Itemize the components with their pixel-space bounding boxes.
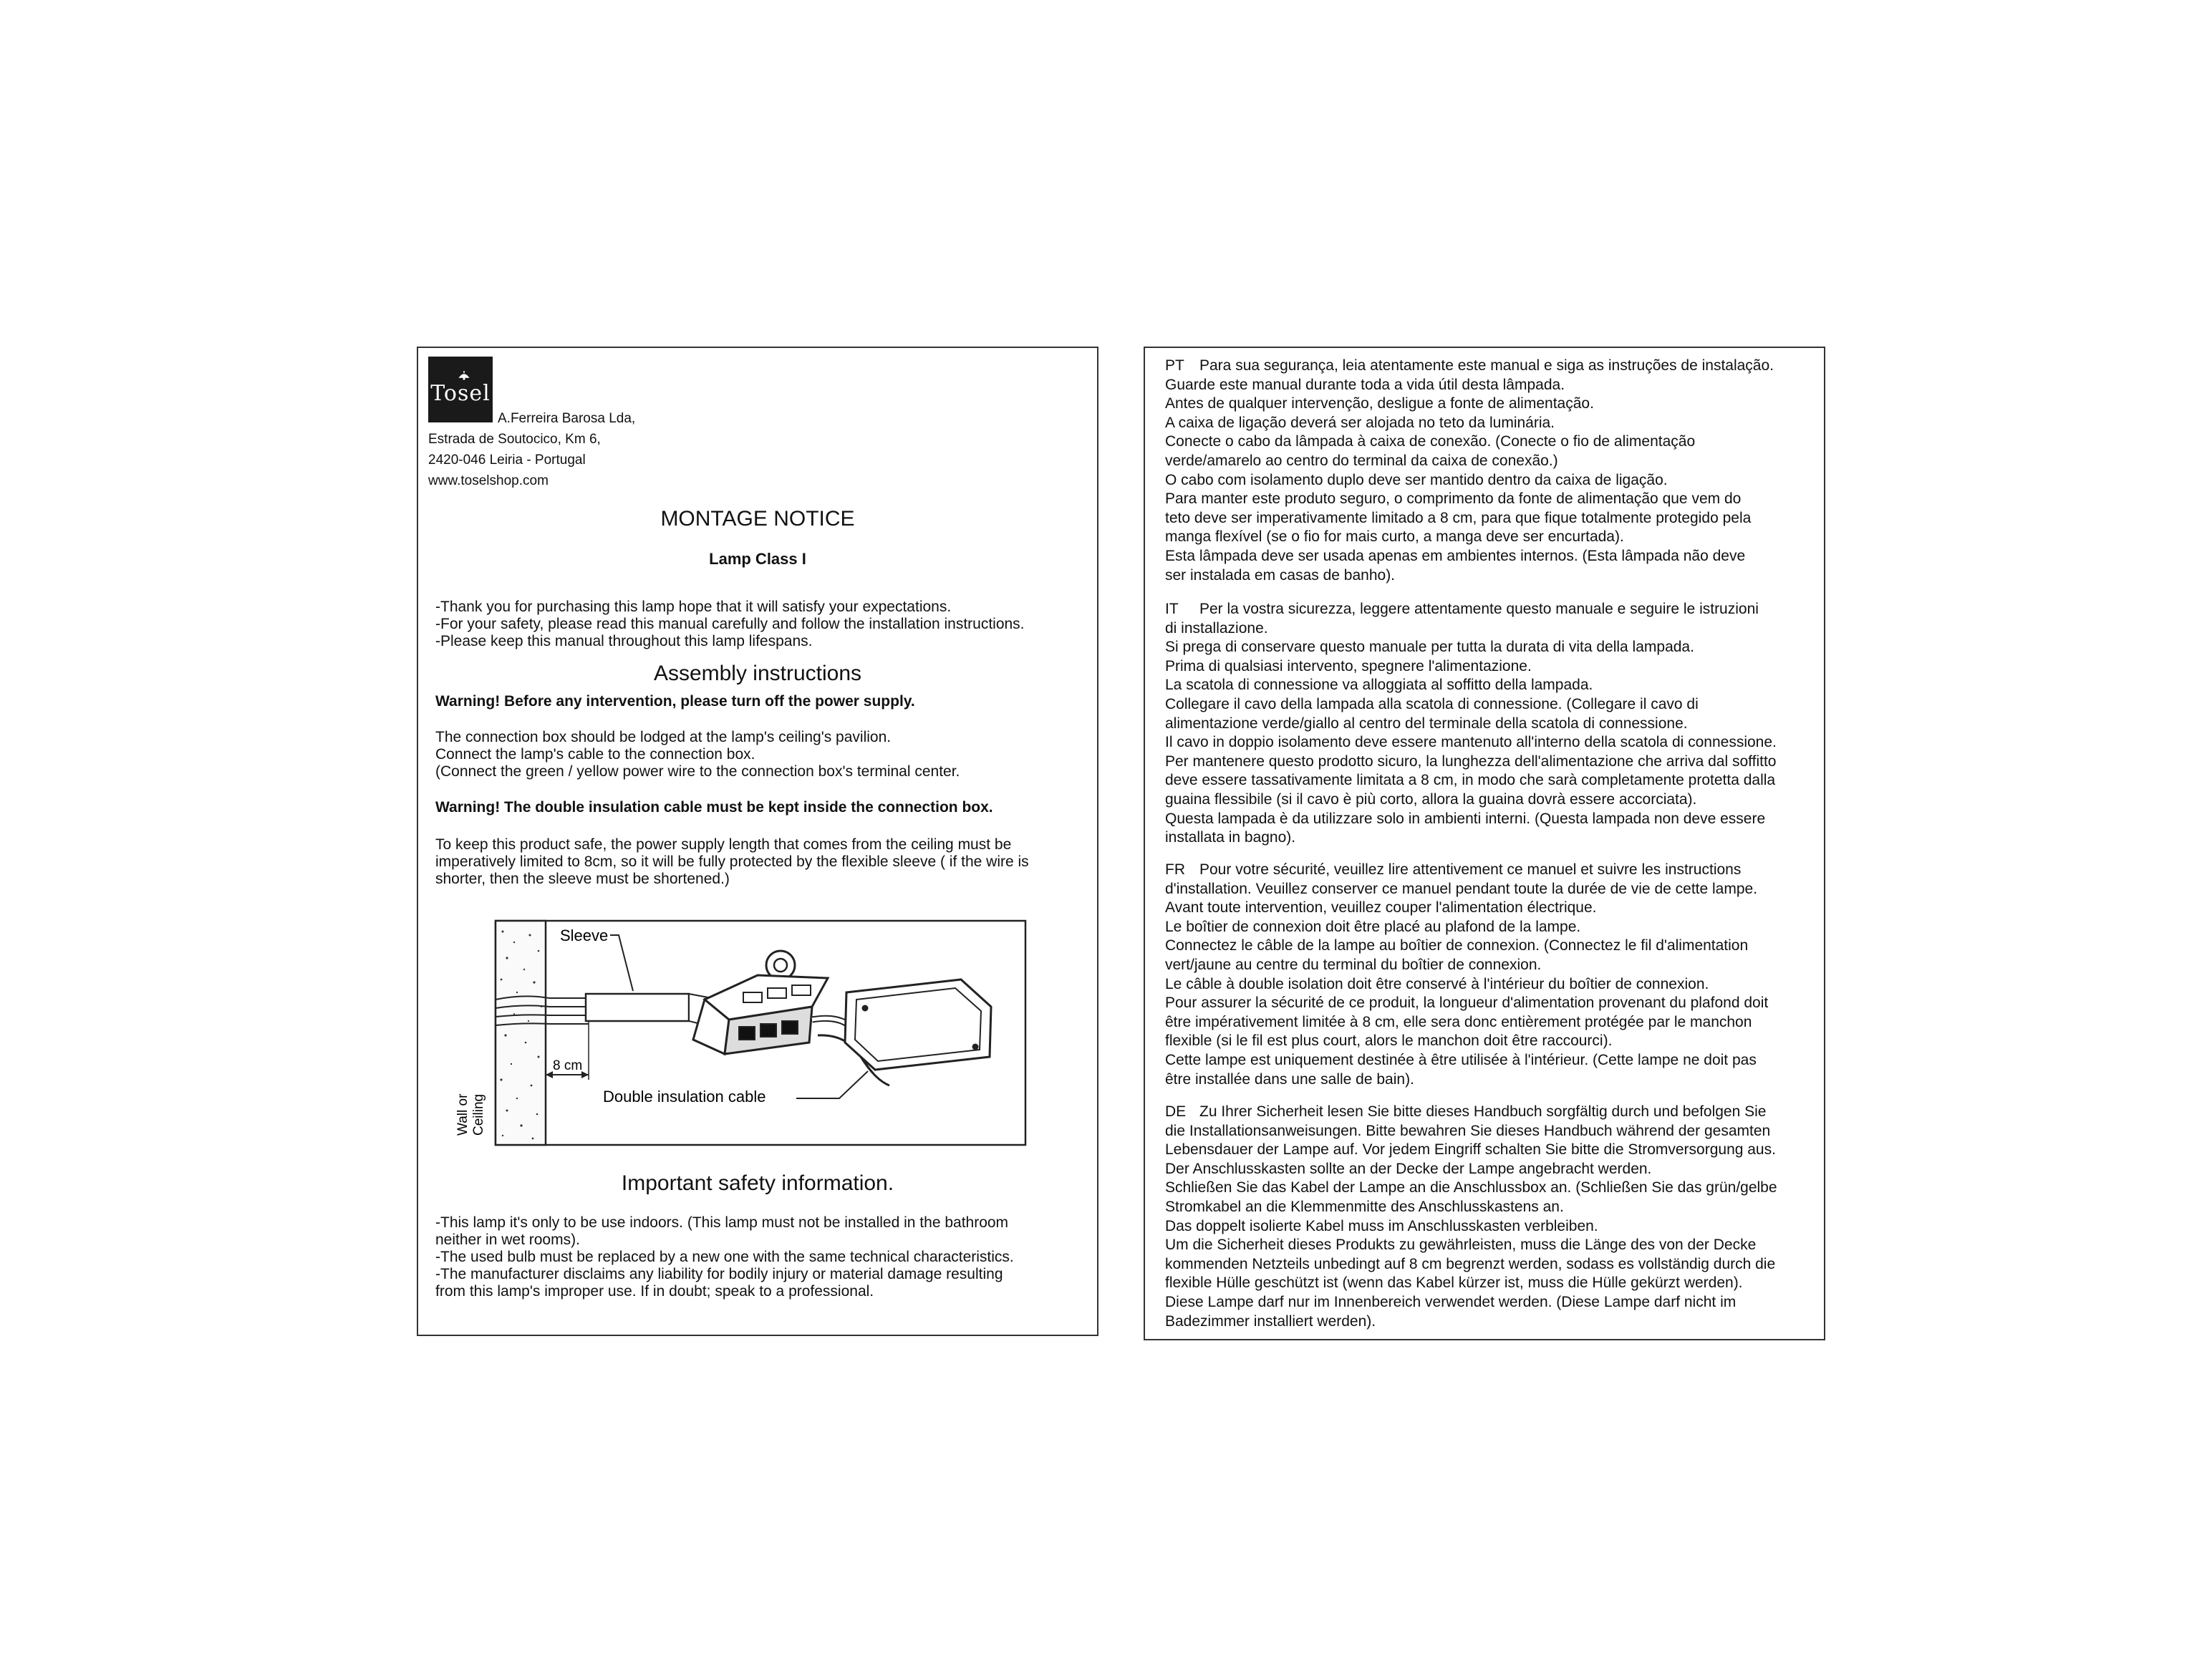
warning-power: Warning! Before any intervention, please turn off the power supply. [435, 693, 915, 710]
intro-line: -Thank you for purchasing this lamp hope that it will satisfy your expectations. [435, 599, 952, 615]
lang-line: Pour assurer la sécurité de ce produit, la longueur d'alimentation provenant du plafond doit [1165, 995, 1769, 1012]
lang-line: ser instalada em casas de banho). [1165, 566, 1396, 584]
measure-label: 8 cm [553, 1058, 583, 1073]
company-city: 2420-046 Leiria - Portugal [428, 453, 586, 468]
lang-line: Per la vostra sicurezza, leggere attentamente questo manuale e seguire le istruzioni [1199, 601, 1759, 617]
sleeve-leader [610, 935, 633, 991]
flexible-sleeve [586, 994, 712, 1027]
lamp-class: Lamp Class I [709, 550, 806, 568]
lang-line: Prima di qualsiasi intervento, spegnere l'alimentazione. [1165, 657, 1532, 674]
supply-line: imperatively limited to 8cm, so it will be fully protected by the flexible sleeve ( if the wire is [435, 853, 1029, 870]
wall-section [496, 921, 546, 1145]
cable-label: Double insulation cable [603, 1088, 766, 1106]
lang-line: vert/jaune au centre du terminal du boîtier de connexion. [1165, 956, 1542, 973]
lang-line: Questa lampada è da utilizzare solo in ambienti interni. (Questa lampada non deve essere [1165, 810, 1766, 827]
lamp-icon [458, 371, 470, 381]
safety-title: Important safety information. [621, 1171, 894, 1195]
lang-line: Conecte o cabo da lâmpada à caixa de conexão. (Conecte o fio de alimentação [1165, 433, 1696, 450]
lang-line: Das doppelt isolierte Kabel muss im Anschlusskasten verbleiben. [1165, 1217, 1598, 1234]
lang-line: La scatola di connessione va alloggiata al soffitto della lampada. [1165, 677, 1593, 694]
lang-line: teto deve ser imperativamente limitado a 8 cm, para que fique totalmente protegido pela [1165, 509, 1752, 526]
lang-line: Avant toute intervention, veuillez couper l'alimentation électrique. [1165, 899, 1597, 916]
measure-8cm [546, 1021, 589, 1080]
lang-line: kommenden Netzteils unbedingt auf 8 cm begrenzt werden, sodass es vollständig durch die [1165, 1255, 1776, 1272]
lang-line: Per mantenere questo prodotto sicuro, la lunghezza dell'alimentazione che arriva dal soffitto [1165, 753, 1777, 770]
wall-label-1: Wall or [455, 1093, 470, 1136]
montage-title: MONTAGE NOTICE [660, 507, 855, 531]
intro-line: -Please keep this manual throughout this lamp lifespans. [435, 633, 813, 649]
lang-block-pt [1165, 357, 1817, 585]
lang-code: PT [1165, 357, 1184, 374]
supply-line: shorter, then the sleeve must be shortened.) [435, 871, 730, 887]
cable-leader [796, 1071, 868, 1098]
assembly-steps [435, 729, 1080, 780]
intro-line: -For your safety, please read this manual carefully and follow the installation instructions. [435, 616, 1025, 632]
company-name: A.Ferreira Barosa Lda, [498, 411, 636, 426]
safety-line: -The manufacturer disclaims any liability for bodily injury or material damage resulting [435, 1266, 1003, 1282]
lang-line: Antes de qualquer intervenção, desligue a fonte de alimentação. [1165, 395, 1594, 412]
lang-code: FR [1165, 861, 1185, 878]
lang-line: manga flexível (se o fio for mais curto, a manga deve ser encurtada). [1165, 528, 1624, 546]
lang-line: guaina flessibile (si il cavo è più corto, allora la guaina dovrà essere accorciata). [1165, 790, 1697, 808]
lang-line: d'installation. Veuillez conserver ce manuel pendant toute la durée de vie de cette lampe. [1165, 880, 1758, 897]
company-website: www.toselshop.com [428, 473, 549, 488]
lang-line: Para manter este produto seguro, o comprimento da fonte de alimentação que vem do [1165, 490, 1742, 508]
supply-length-text [435, 836, 1080, 888]
lang-line: Zu Ihrer Sicherheit lesen Sie bitte dieses Handbuch sorgfältig durch und befolgen Sie [1199, 1103, 1767, 1120]
lang-line: Si prega di conservare questo manuale per tutta la durata di vita della lampada. [1165, 639, 1694, 656]
logo-text: Tosel [430, 381, 491, 406]
lang-line: di installazione. [1165, 619, 1268, 637]
lang-line: die Installationsanweisungen. Bitte bewahren Sie dieses Handbuch während der gesamten [1165, 1122, 1771, 1139]
lang-line: flexible (si le fil est plus court, alors le manchon doit être raccourci). [1165, 1032, 1613, 1050]
lang-line: installata in bagno). [1165, 829, 1296, 846]
lang-line: Cette lampe est uniquement destinée à être utilisée à l'intérieur. (Cette lampe ne doit pas [1165, 1051, 1757, 1068]
safety-line: -This lamp it's only to be use indoors. (This lamp must not be installed in the bathroom [435, 1214, 1009, 1231]
lang-line: alimentazione verde/giallo al centro del terminale della scatola di connessione. [1165, 715, 1688, 732]
lang-line: Il cavo in doppio isolamento deve essere mantenuto all'interno della scatola di connessione. [1165, 734, 1777, 751]
lang-line: être installée dans une salle de bain). [1165, 1070, 1414, 1088]
lang-block-de [1165, 1103, 1817, 1331]
safety-line: neither in wet rooms). [435, 1232, 580, 1248]
lang-line: Le boîtier de connexion doit être placé au plafond de la lampe. [1165, 918, 1581, 935]
assembly-title: Assembly instructions [653, 662, 862, 685]
lang-line: Badezimmer installiert werden). [1165, 1312, 1376, 1330]
lang-line: Guarde este manual durante toda a vida útil desta lâmpada. [1165, 376, 1565, 393]
lang-line: Pour votre sécurité, veuillez lire attentivement ce manuel et suivre les instructions [1199, 861, 1742, 878]
english-notice-panel [417, 347, 1098, 1336]
supply-line: To keep this product safe, the power supply length that comes from the ceiling must be [435, 836, 1012, 853]
company-address [428, 408, 635, 491]
intro-text [435, 599, 1080, 650]
safety-text [435, 1214, 1080, 1300]
wall-label-2: Ceiling [471, 1093, 486, 1136]
assembly-step: Connect the lamp's cable to the connection box. [435, 746, 755, 763]
safety-line: from this lamp's improper use. If in doubt; speak to a professional. [435, 1283, 874, 1300]
lang-line: Connectez le câble de la lampe au boîtier de connexion. (Connectez le fil d'alimentation [1165, 937, 1749, 954]
connection-terminal [693, 951, 828, 1054]
installation-diagram [445, 914, 1027, 1146]
translations-panel [1144, 347, 1825, 1340]
company-street: Estrada de Soutocico, Km 6, [428, 432, 601, 447]
connection-box [845, 980, 991, 1070]
lang-line: Collegare il cavo della lampada alla scatola di connessione. (Collegare il cavo di [1165, 695, 1699, 712]
lang-block-fr [1165, 861, 1817, 1089]
lang-line: verde/amarelo ao centro do terminal da caixa de conexão.) [1165, 452, 1558, 469]
lang-line: Der Anschlusskasten sollte an der Decke der Lampe angebracht werden. [1165, 1160, 1652, 1177]
assembly-step: (Connect the green / yellow power wire to the connection box's terminal center. [435, 763, 960, 780]
lang-line: être impérativement limitée à 8 cm, elle sera donc entièrement protégée par le manchon [1165, 1013, 1752, 1030]
lang-code: IT [1165, 601, 1179, 617]
lang-line: Stromkabel an die Klemmenmitte des Anschlusskastens an. [1165, 1198, 1564, 1215]
lang-line: Lebensdauer der Lampe auf. Vor jedem Eingriff schalten Sie bitte die Stromversorgung aus. [1165, 1141, 1776, 1159]
lang-line: Para sua segurança, leia atentamente este manual e siga as instruções de instalação. [1199, 357, 1774, 374]
lang-line: Esta lâmpada deve ser usada apenas em ambientes internos. (Esta lâmpada não deve [1165, 547, 1746, 564]
sleeve-label: Sleeve [560, 927, 609, 944]
lang-line: O cabo com isolamento duplo deve ser mantido dentro da caixa de ligação. [1165, 471, 1668, 488]
assembly-step: The connection box should be lodged at the lamp's ceiling's pavilion. [435, 729, 892, 745]
lang-line: Schließen Sie das Kabel der Lampe an die Anschlussbox an. (Schließen Sie das grün/gelbe [1165, 1179, 1777, 1196]
lang-line: Le câble à double isolation doit être conservé à l'intérieur du boîtier de connexion. [1165, 975, 1709, 992]
lang-line: deve essere tassativamente limitata a 8 cm, in modo che sarà completamente protetta dalla [1165, 772, 1776, 789]
warning-insulation: Warning! The double insulation cable must be kept inside the connection box. [435, 799, 993, 816]
lang-code: DE [1165, 1103, 1187, 1120]
lang-line: Um die Sicherheit dieses Produkts zu gewährleisten, muss die Länge des von der Decke [1165, 1237, 1757, 1254]
lang-line: flexible Hülle geschützt ist (wenn das Kabel kürzer ist, muss die Hülle gekürzt werden). [1165, 1275, 1743, 1292]
lang-block-it [1165, 600, 1817, 848]
lang-line: A caixa de ligação deverá ser alojada no teto da luminária. [1165, 414, 1555, 431]
safety-line: -The used bulb must be replaced by a new one with the same technical characteristics. [435, 1249, 1014, 1265]
lang-line: Diese Lampe darf nur im Innenbereich verwendet werden. (Diese Lampe darf nicht im [1165, 1293, 1737, 1310]
